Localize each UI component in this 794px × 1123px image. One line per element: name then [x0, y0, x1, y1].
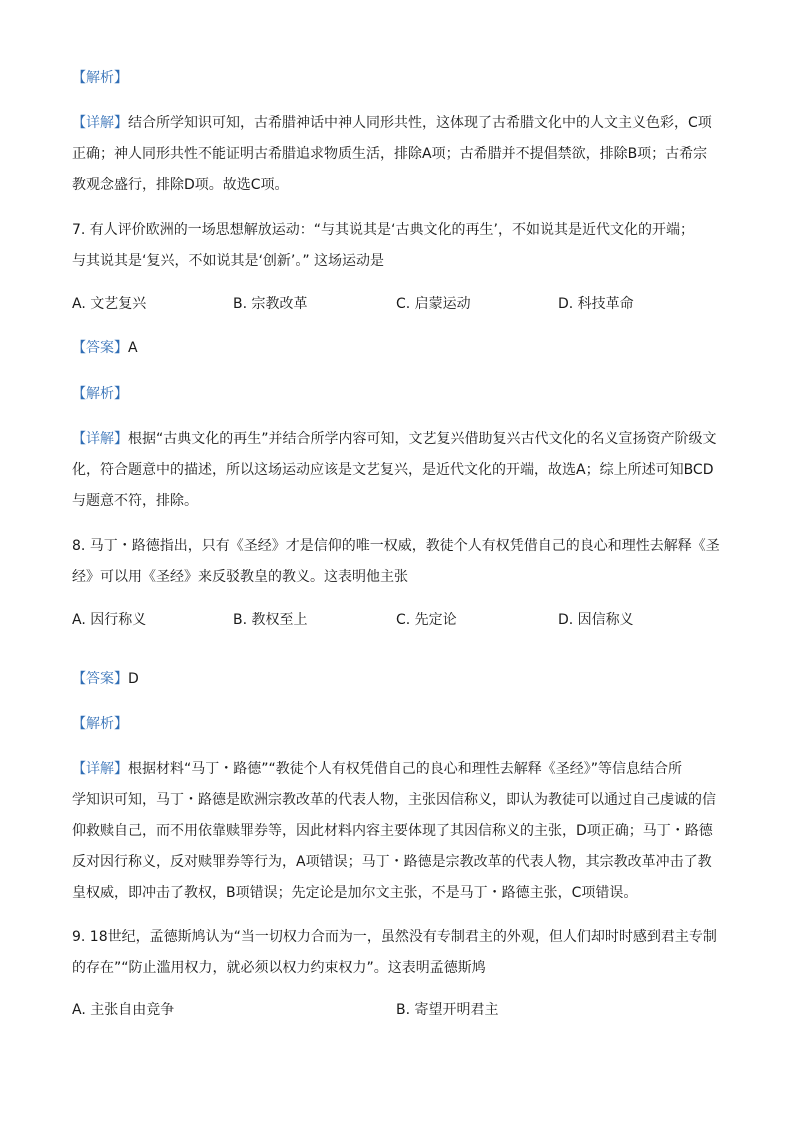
detail-tag: 【详解】	[72, 431, 128, 447]
q8-detail-paragraph	[72, 754, 724, 909]
q7-detail-line-2: 化，符合题意中的描述，所以这场运动应该是文艺复兴，是近代文化的开端，故选A；综上所述可知BCD	[72, 462, 714, 478]
q7-detail-line-1: 【详解】根据“古典文化的再生”并结合所学内容可知，文艺复兴借助复兴古代文化的名义宣扬资产阶级文	[72, 431, 717, 447]
q8-detail-line-3: 仰救赎自己，而不用依靠赎罪券等，因此材料内容主要体现了其因信称义的主张，D项正确；马丁・路德	[72, 823, 713, 839]
q8-stem	[72, 531, 724, 593]
answer-tag: 【答案】	[72, 671, 128, 687]
q7-detail-paragraph	[72, 424, 724, 517]
q8-answer-value: D	[128, 671, 139, 687]
q8-option-b: B. 教权至上	[233, 612, 308, 628]
detail-tag: 【详解】	[72, 115, 128, 131]
q8-detail-line-5: 皇权威，即冲击了教权，B项错误；先定论是加尔文主张，不是马丁・路德主张，C项错误。	[72, 885, 638, 901]
q8-stem-line-1: 8. 马丁・路德指出，只有《圣经》才是信仰的唯一权威，教徒个人有权凭借自己的良心和理性去解释《圣	[72, 538, 720, 554]
q7-detail-line-3: 与题意不符，排除。	[72, 493, 198, 509]
analysis-tag: 【解析】	[72, 70, 128, 86]
q7-option-a: A. 文艺复兴	[72, 296, 147, 312]
q6-detail-paragraph	[72, 108, 724, 201]
q6-analysis-heading	[72, 63, 724, 94]
q8-stem-line-2: 经》可以用《圣经》来反驳教皇的教义。这表明他主张	[72, 569, 408, 585]
q9-stem	[72, 922, 724, 984]
q9-stem-line-1: 9. 18世纪，孟德斯鸠认为“当一切权力合而为一，虽然没有专制君主的外观，但人们却时时感到君主专制	[72, 929, 717, 945]
q8-option-c: C. 先定论	[396, 612, 457, 628]
answer-tag: 【答案】	[72, 340, 128, 356]
q8-option-d: D. 因信称义	[558, 612, 634, 628]
q7-answer	[72, 333, 724, 364]
q7-option-c: C. 启蒙运动	[396, 296, 471, 312]
q8-detail-line-2: 学知识可知，马丁・路德是欧洲宗教改革的代表人物，主张因信称义，即认为教徒可以通过自己虔诚的信	[72, 792, 716, 808]
analysis-tag: 【解析】	[72, 386, 128, 402]
q8-detail-line-4: 反对因行称义，反对赎罪券等行为，A项错误；马丁・路德是宗教改革的代表人物，其宗教改革冲击了教	[72, 854, 712, 870]
q9-option-b: B. 寄望开明君主	[396, 1002, 499, 1018]
q9-stem-line-2: 的存在”“防止滥用权力，就必须以权力约束权力”。这表明孟德斯鸠	[72, 960, 486, 976]
q7-option-b: B. 宗教改革	[233, 296, 308, 312]
q8-detail-line-1: 【详解】根据材料“马丁・路德”“教徒个人有权凭借自己的良心和理性去解释《圣经》”等信息结合所	[72, 761, 683, 777]
q7-stem	[72, 215, 724, 277]
q7-answer-value: A	[128, 340, 138, 356]
q7-stem-line-2: 与其说其是‘复兴，不如说其是‘创新’。” 这场运动是	[72, 253, 385, 269]
q6-detail-line-2: 正确；神人同形共性不能证明古希腊追求物质生活，排除A项；古希腊并不提倡禁欲，排除B项；古希宗	[72, 146, 708, 162]
analysis-tag: 【解析】	[72, 716, 128, 732]
q9-option-a: A. 主张自由竞争	[72, 1002, 175, 1018]
q7-stem-line-1: 7. 有人评价欧洲的一场思想解放运动：“与其说其是‘古典文化的再生’，不如说其是近代文化的开端；	[72, 222, 694, 238]
detail-tag: 【详解】	[72, 761, 128, 777]
q6-detail-line-1: 【详解】结合所学知识可知，古希腊神话中神人同形共性，这体现了古希腊文化中的人文主义色彩，C项	[72, 115, 712, 131]
q8-option-a: A. 因行称义	[72, 612, 147, 628]
q8-answer	[72, 664, 724, 695]
q7-option-d: D. 科技革命	[558, 296, 634, 312]
q8-analysis-heading	[72, 709, 724, 740]
q7-analysis-heading	[72, 379, 724, 410]
q6-detail-line-3: 教观念盛行，排除D项。故选C项。	[72, 177, 289, 193]
